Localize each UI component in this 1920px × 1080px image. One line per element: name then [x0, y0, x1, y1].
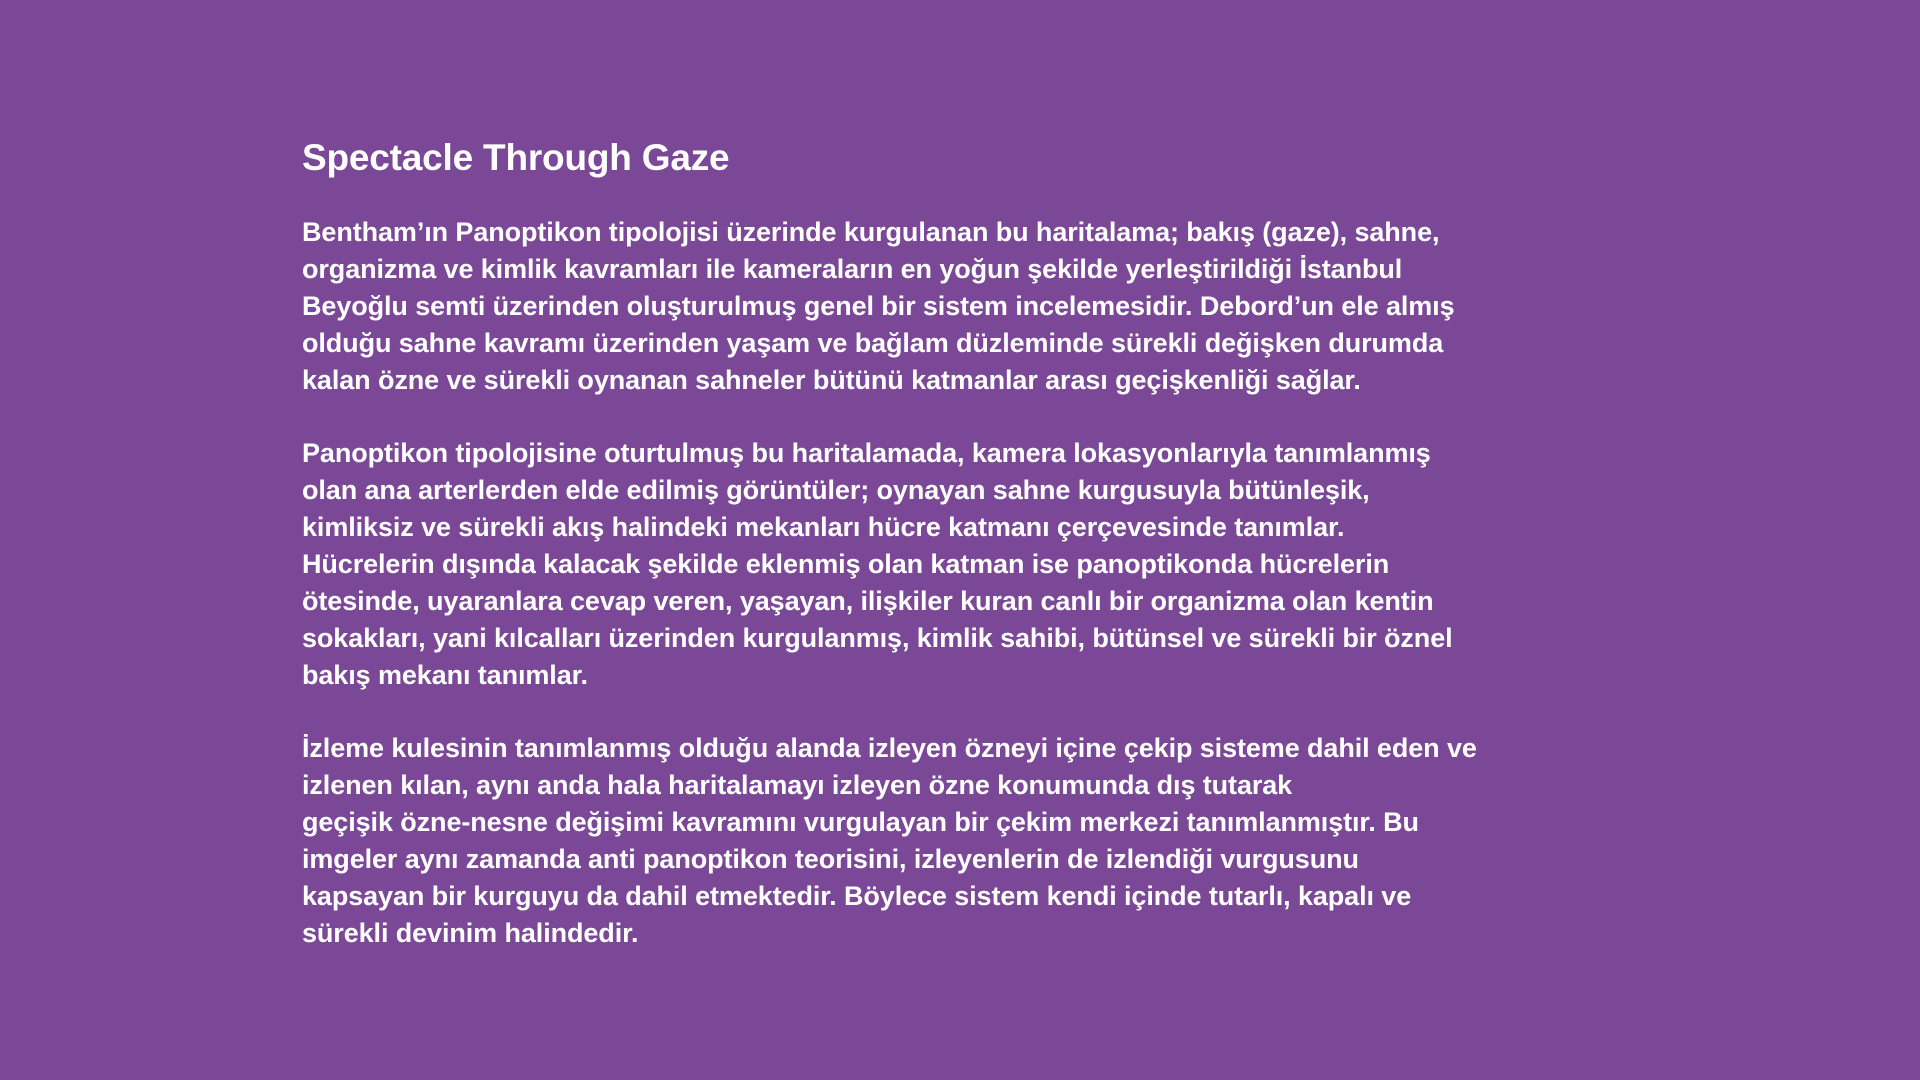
paragraph-3 [302, 730, 1652, 952]
paragraph-line: kapsayan bir kurguyu da dahil etmektedir. Böylece sistem kendi içinde tutarlı, kapalı ve [302, 881, 1412, 911]
paragraph-line: geçişik özne-nesne değişimi kavramını vurgulayan bir çekim merkezi tanımlanmıştır. Bu [302, 807, 1419, 837]
paragraph-line: organizma ve kimlik kavramları ile kameraların en yoğun şekilde yerleştirildiği İstanbul [302, 254, 1403, 284]
paragraph-line: kimliksiz ve sürekli akış halindeki mekanları hücre katmanı çerçevesinde tanımlar. [302, 512, 1345, 542]
paragraph-2 [302, 435, 1652, 694]
page-title: Spectacle Through Gaze [302, 137, 730, 178]
paragraph-line: bakış mekanı tanımlar. [302, 660, 588, 690]
paragraph-line: Hücrelerin dışında kalacak şekilde eklenmiş olan katman ise panoptikonda hücrelerin [302, 549, 1390, 579]
paragraph-line: olan ana arterlerden elde edilmiş görüntüler; oynayan sahne kurgusuyla bütünleşik, [302, 475, 1370, 505]
paragraph-line: izlenen kılan, aynı anda hala haritalamayı izleyen özne konumunda dış tutarak [302, 770, 1293, 800]
paragraph-line: kalan özne ve sürekli oynanan sahneler bütünü katmanlar arası geçişkenliği sağlar. [302, 365, 1361, 395]
paragraph-line: Panoptikon tipolojisine oturtulmuş bu haritalamada, kamera lokasyonlarıyla tanımlanmış [302, 438, 1431, 468]
text-block [302, 132, 1652, 952]
paragraph-line: ötesinde, uyaranlara cevap veren, yaşayan, ilişkiler kuran canlı bir organizma olan kentin [302, 586, 1434, 616]
paragraph-line: olduğu sahne kavramı üzerinden yaşam ve bağlam düzleminde sürekli değişken durumda [302, 328, 1444, 358]
paragraph-line: imgeler aynı zamanda anti panoptikon teorisini, izleyenlerin de izlendiği vurgusunu [302, 844, 1359, 874]
paragraph-line: Beyoğlu semti üzerinden oluşturulmuş genel bir sistem incelemesidir. Debord’un ele almış [302, 291, 1455, 321]
paragraph-line: sürekli devinim halindedir. [302, 918, 639, 948]
paragraph-line: Bentham’ın Panoptikon tipolojisi üzerinde kurgulanan bu haritalama; bakış (gaze), sahne, [302, 217, 1440, 247]
paragraph-1 [302, 214, 1652, 399]
paragraph-line: sokakları, yani kılcalları üzerinden kurgulanmış, kimlik sahibi, bütünsel ve sürekli bir öznel [302, 623, 1453, 653]
paragraph-line: İzleme kulesinin tanımlanmış olduğu alanda izleyen özneyi içine çekip sisteme dahil eden ve [302, 733, 1477, 763]
